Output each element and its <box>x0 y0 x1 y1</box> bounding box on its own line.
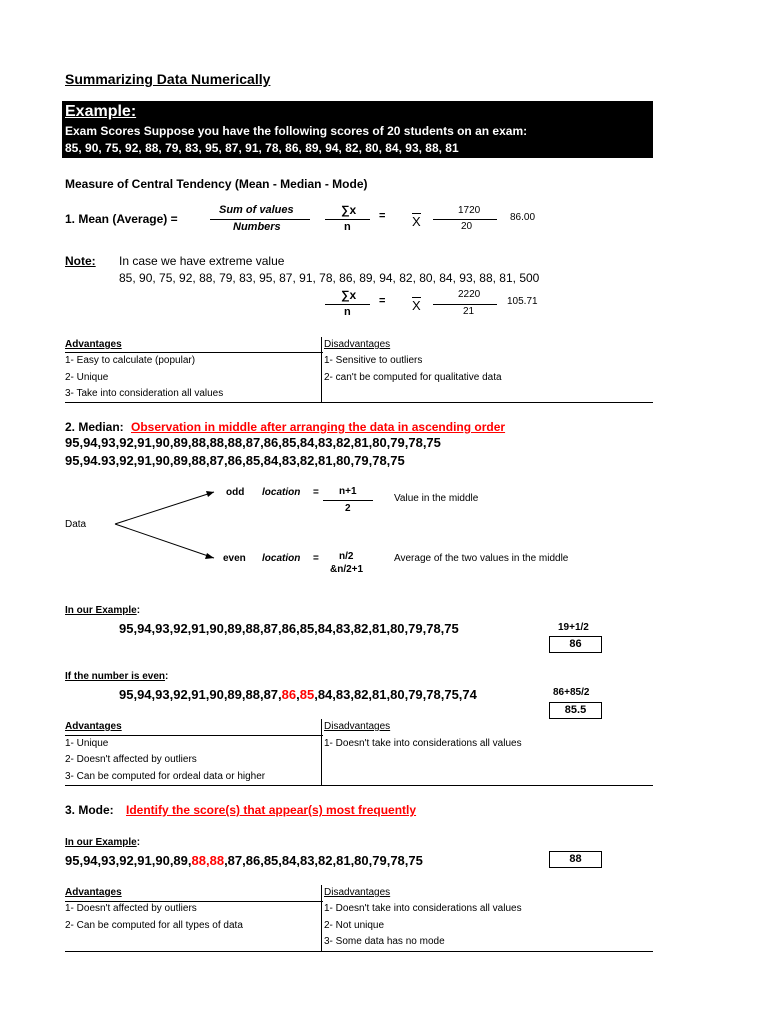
median-odd-equals: = <box>313 487 319 498</box>
mean-table-bottom-line <box>65 402 653 403</box>
median-odd-fraction-line <box>323 500 373 501</box>
mode-disadvantage-2: 2- Not unique <box>324 920 385 931</box>
note-n: n <box>344 306 351 318</box>
example-heading: Example: <box>65 103 137 120</box>
note-values: 85, 90, 75, 92, 88, 79, 83, 95, 87, 91, 78, 86, 89, 94, 82, 80, 84, 93, 88, 81, 500 <box>119 271 540 285</box>
mean-advantage-1: 1- Easy to calculate (popular) <box>65 355 196 366</box>
mean-label: 1. Mean (Average) = <box>65 212 178 226</box>
median-advantages-heading: Advantages <box>65 721 122 732</box>
median-even-middle-value-1: 86 <box>281 687 297 702</box>
median-even-sequence-comma: , <box>296 687 300 702</box>
median-data-label: Data <box>65 519 87 530</box>
median-disadvantage-1: 1- Doesn't take into considerations all values <box>324 738 522 749</box>
median-description: Observation in middle after arranging the data in ascending order <box>131 420 506 434</box>
mode-disadvantage-3: 3- Some data has no mode <box>324 936 445 947</box>
median-even-sequence <box>119 687 477 702</box>
median-even-numerator: n/2 <box>339 551 354 562</box>
example-line-1: Exam Scores Suppose you have the following scores of 20 students on an exam: <box>65 124 528 138</box>
median-even-result: 85.5 <box>549 702 602 719</box>
example-banner <box>62 101 653 158</box>
median-example-formula: 19+1/2 <box>558 622 589 633</box>
note-sigma-x: ∑x <box>341 288 357 302</box>
median-odd-numerator: n+1 <box>339 486 357 497</box>
median-label: 2. Median: <box>65 420 124 434</box>
mode-example-colon: : <box>136 837 141 848</box>
mean-fraction-line-2 <box>325 219 370 220</box>
median-sequence-2: 95,94.93,92,91,90,89,88,87,86,85,84,83,82,81,80,79,78,75 <box>65 453 405 468</box>
mean-table-divider <box>321 337 322 403</box>
mode-advantage-1: 1- Doesn't affected by outliers <box>65 903 197 914</box>
mode-sequence-end: ,87,86,85,84,83,82,81,80,79,78,75 <box>224 853 423 868</box>
median-even-location: location <box>262 553 301 564</box>
median-sequence-1: 95,94,93,92,91,90,89,88,88,88,87,86,85,84,83,82,81,80,79,78,75 <box>65 435 441 450</box>
mode-sequence <box>65 853 423 868</box>
mean-result: 86.00 <box>510 212 536 223</box>
mean-disadvantage-1: 1- Sensitive to outliers <box>324 355 423 366</box>
median-odd-location: location <box>262 487 301 498</box>
mode-example-label: In our Example <box>65 837 137 848</box>
mode-sequence-start: 95,94,93,92,91,90,89, <box>65 853 192 868</box>
mode-result: 88 <box>549 851 602 868</box>
median-table-bottom-line <box>65 785 653 786</box>
median-example-label: In our Example <box>65 605 137 616</box>
mode-description: Identify the score(s) that appear(s) most frequently <box>126 803 417 817</box>
median-even-equals: = <box>313 553 319 564</box>
mode-table-header-line <box>65 901 323 902</box>
note-result: 105.71 <box>507 296 538 307</box>
mean-numbers: Numbers <box>233 221 281 233</box>
example-line-2: 85, 90, 75, 92, 88, 79, 83, 95, 87, 91, 78, 86, 89, 94, 82, 80, 84, 93, 88, 81 <box>65 141 459 155</box>
median-even-example-colon: : <box>165 671 169 682</box>
median-advantage-2: 2- Doesn't affected by outliers <box>65 754 197 765</box>
median-even-example-label: If the number is even <box>65 671 166 682</box>
note-equals: = <box>379 295 386 307</box>
mean-n: n <box>344 221 351 233</box>
mode-table-bottom-line <box>65 951 653 952</box>
mean-table-header-line <box>65 352 323 353</box>
mean-fraction-line-1 <box>210 219 310 220</box>
median-table-header-line <box>65 735 323 736</box>
page-title: Summarizing Data Numerically <box>65 71 271 87</box>
mean-equals: = <box>379 210 386 222</box>
mean-denominator: 20 <box>461 221 473 232</box>
median-advantage-3: 3- Can be computed for ordeal data or higher <box>65 771 266 782</box>
median-table-divider <box>321 719 322 786</box>
mean-sum-values: Sum of values <box>219 204 294 216</box>
mean-fraction-line-3 <box>433 219 497 220</box>
mode-table-divider <box>321 885 322 952</box>
central-tendency-heading: Measure of Central Tendency (Mean - Median - Mode) <box>65 177 368 191</box>
note-xbar: X <box>412 298 421 313</box>
median-odd-denominator: 2 <box>345 503 351 514</box>
median-branch-arrows <box>110 475 220 565</box>
mean-numerator: 1720 <box>458 205 481 216</box>
median-even-sequence-end: ,84,83,82,81,80,79,78,75,74 <box>314 687 477 702</box>
median-odd-description: Value in the middle <box>394 493 479 504</box>
median-disadvantages-heading: Disadvantages <box>324 721 391 732</box>
mode-repeated-values: 88,88 <box>191 853 225 868</box>
median-example-colon: : <box>136 605 141 616</box>
mean-sigma-x: ∑x <box>341 203 357 217</box>
mode-advantages-heading: Advantages <box>65 887 122 898</box>
median-even-middle-value-2: 85 <box>299 687 315 702</box>
median-even-sequence-start: 95,94,93,92,91,90,89,88,87, <box>119 687 282 702</box>
median-even-denominator: &n/2+1 <box>330 564 364 575</box>
median-advantage-1: 1- Unique <box>65 738 109 749</box>
note-text: In case we have extreme value <box>119 254 285 268</box>
note-fraction-line-2 <box>433 304 497 305</box>
mean-advantages-heading: Advantages <box>65 339 122 350</box>
median-even-formula: 86+85/2 <box>553 687 590 698</box>
mode-advantage-2: 2- Can be computed for all types of data <box>65 920 243 931</box>
note-denominator: 21 <box>463 306 475 317</box>
median-odd-label: odd <box>226 487 245 498</box>
mean-advantage-2: 2- Unique <box>65 372 109 383</box>
mode-label: 3. Mode: <box>65 803 114 817</box>
mode-disadvantages-heading: Disadvantages <box>324 887 391 898</box>
note-label: Note: <box>65 254 96 268</box>
note-fraction-line-1 <box>325 304 370 305</box>
mode-disadvantage-1: 1- Doesn't take into considerations all values <box>324 903 522 914</box>
median-even-label: even <box>223 553 246 564</box>
mean-xbar: X <box>412 214 421 229</box>
median-example-result: 86 <box>549 636 602 653</box>
median-even-description: Average of the two values in the middle <box>394 553 569 564</box>
mean-advantage-3: 3- Take into consideration all values <box>65 388 224 399</box>
median-example-sequence: 95,94,93,92,91,90,89,88,87,86,85,84,83,82,81,80,79,78,75 <box>119 621 459 636</box>
mean-disadvantages-heading: Disadvantages <box>324 339 391 350</box>
mean-disadvantage-2: 2- can't be computed for qualitative data <box>324 372 502 383</box>
note-numerator: 2220 <box>458 289 481 300</box>
